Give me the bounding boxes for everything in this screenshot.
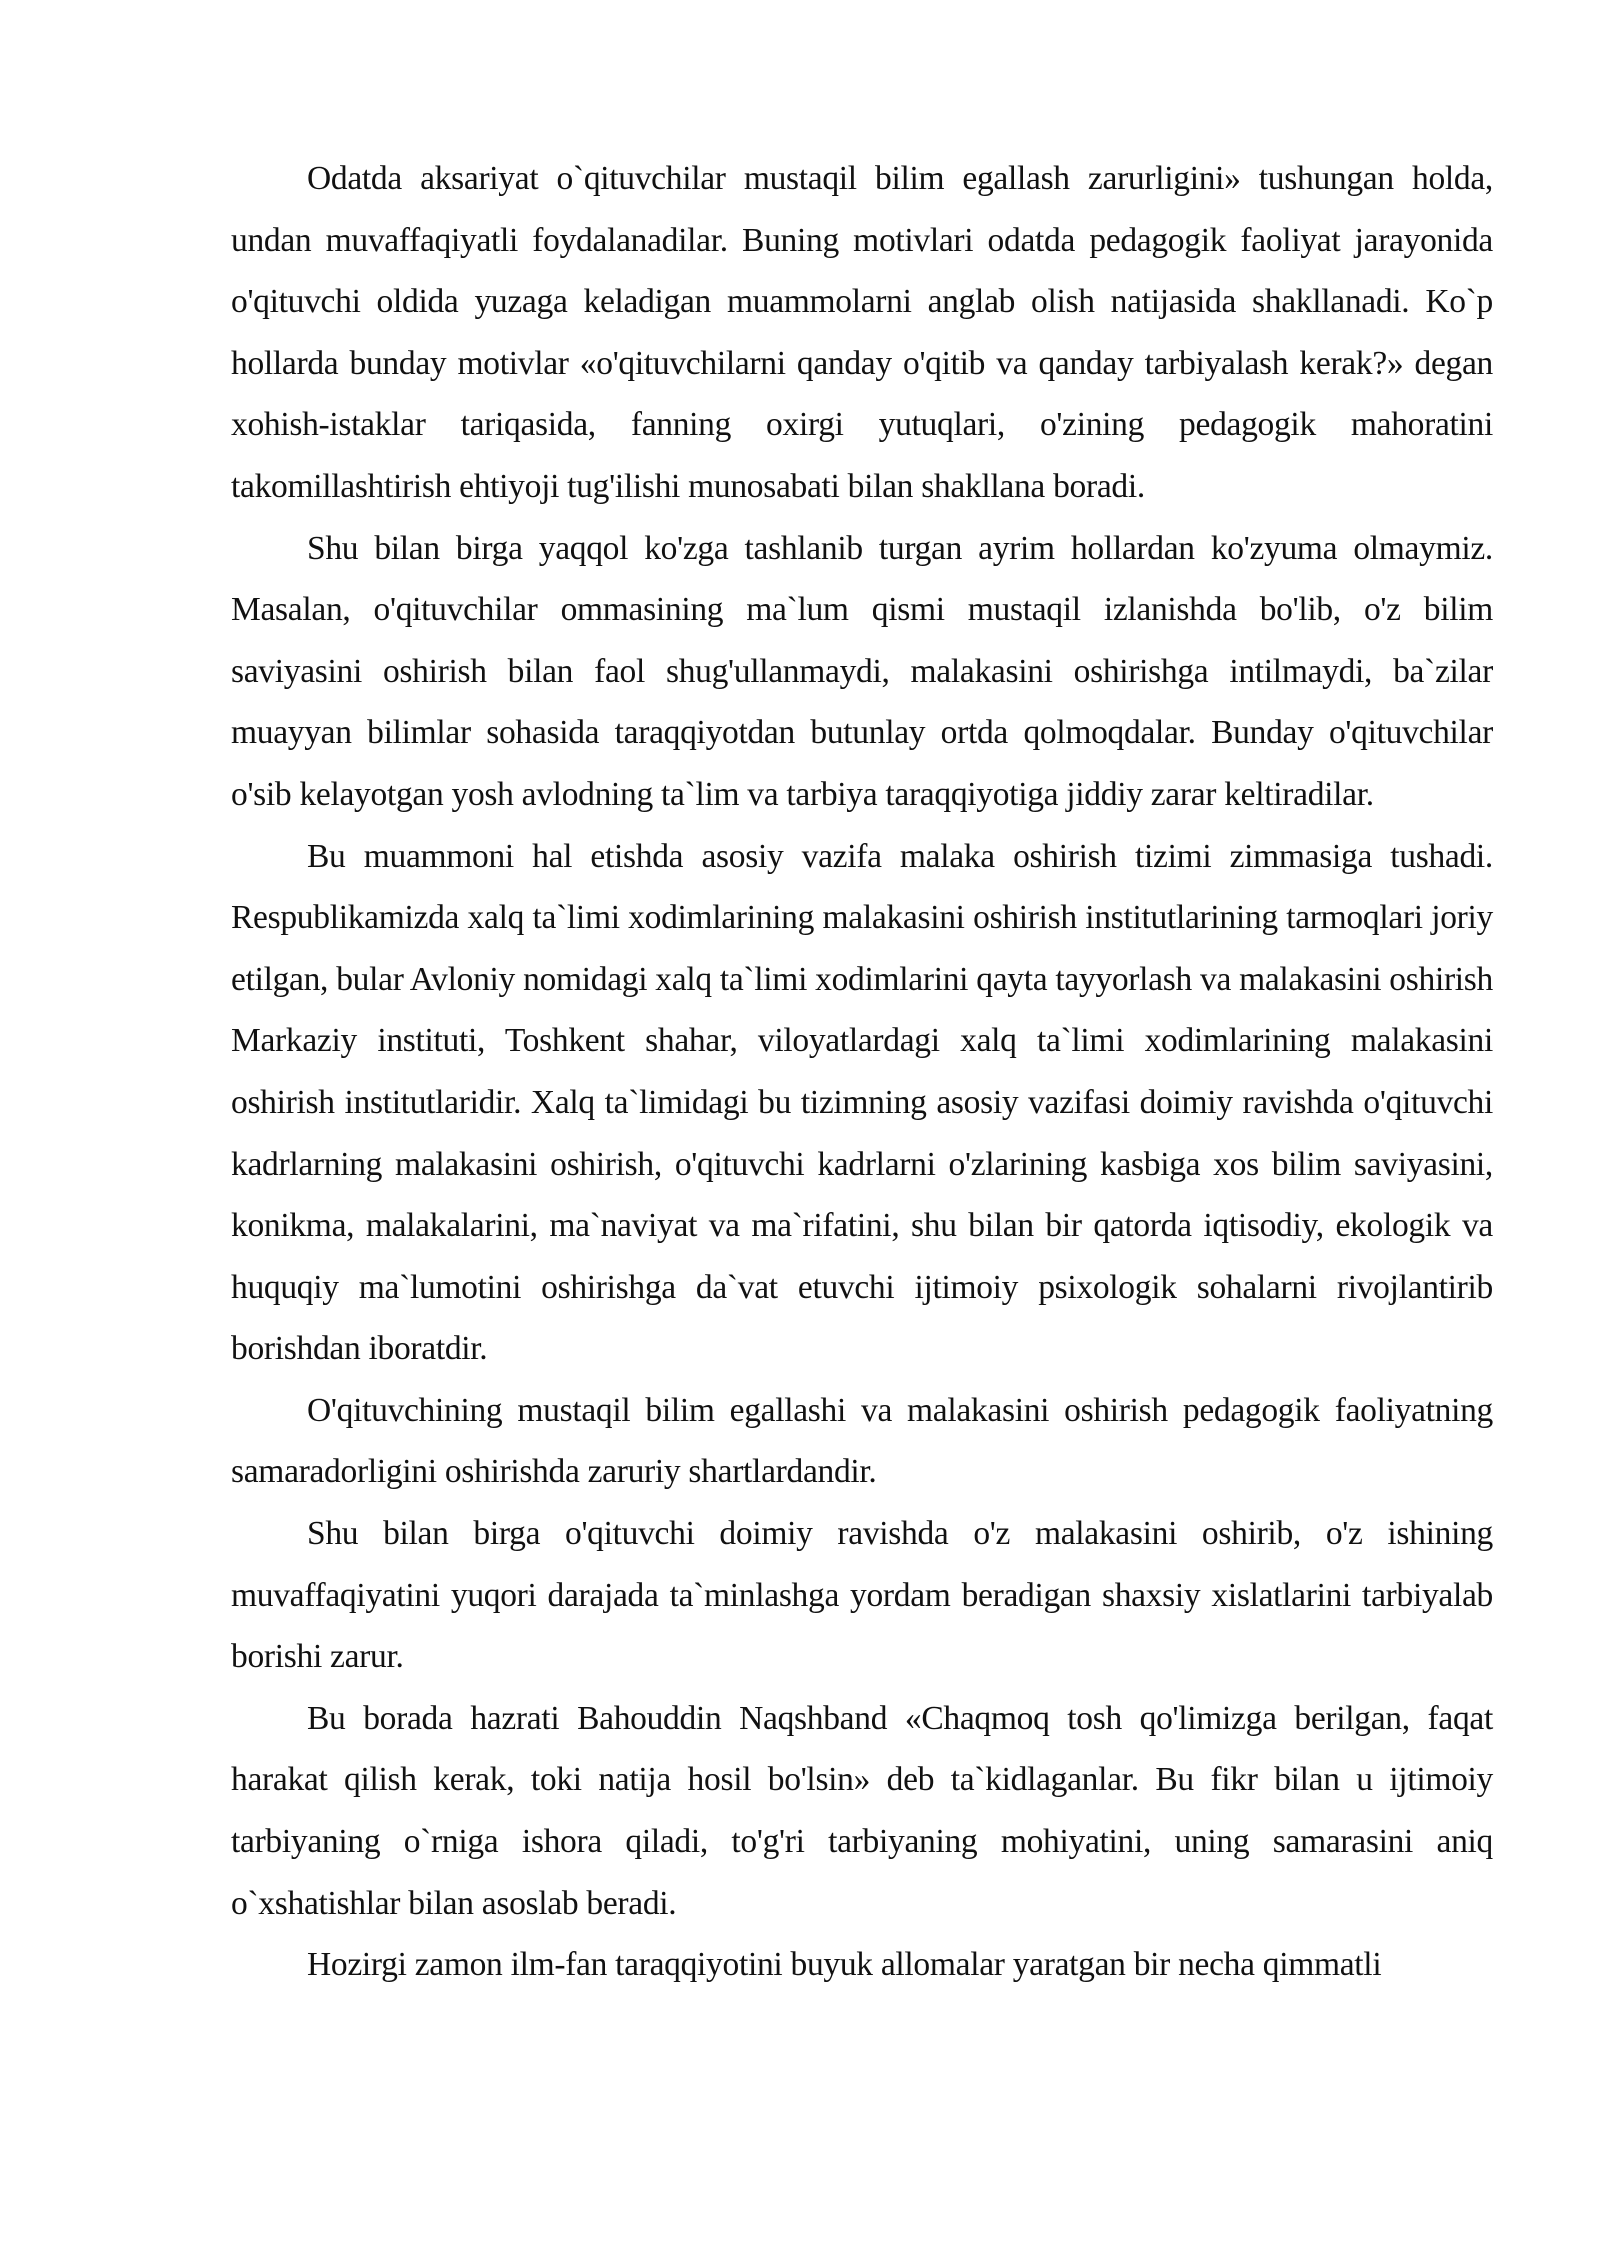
paragraph-6: Bu borada hazrati Bahouddin Naqshband «Chaqmoq tosh qo'limizga berilgan, faqat harakat qilish kerak, toki natija hosil bo'lsin» deb ta`kidlaganlar. Bu fikr bilan u ijtimoiy tarbiyaning o`rniga ishora qiladi, to'g'ri tarbiyaning mohiyatini, uning samarasini aniq o`xshatishlar bilan asoslab beradi.	[231, 1699, 1493, 1922]
paragraph-2: Shu bilan birga yaqqol ko'zga tashlanib turgan ayrim hollardan ko'zyuma olmaymiz. Masalan, o'qituvchilar ommasining ma`lum qismi mustaqil izlanishda bo'lib, o'z bilim saviyasini oshirish bilan faol shug'ullanmaydi, malakasini oshirishga intilmaydi, ba`zilar muayyan bilimlar sohasida taraqqiyotdan butunlay ortda qolmoqdalar. Bunday o'qituvchilar o'sib kelayotgan yosh avlodning ta`lim va tarbiya taraqqiyotiga jiddiy zarar keltiradilar.	[231, 529, 1493, 813]
paragraph-5: Shu bilan birga o'qituvchi doimiy ravishda o'z malakasini oshirib, o'z ishining muvaffaqiyatini yuqori darajada ta`minlashga yordam beradigan shaxsiy xislatlarini tarbiyalab borishi zarur.	[231, 1515, 1493, 1676]
paragraph-7: Hozirgi zamon ilm-fan taraqqiyotini buyuk allomalar yaratgan bir necha qimmatli	[307, 1946, 1382, 1984]
paragraph-1: Odatda aksariyat o`qituvchilar mustaqil bilim egallash zarurligini» tushungan holda, undan muvaffaqiyatli foydalanadilar. Buning motivlari odatda pedagogik faoliyat jarayonida o'qituvchi oldida yuzaga keladigan muammolarni anglab olish natijasida shakllanadi. Ko`p hollarda bunday motivlar «o'qituvchilarni qanday o'qitib va qanday tarbiyalash kerak?» degan xohish-istaklar tariqasida, fanning oxirgi yutuqlari, o'zining pedagogik mahoratini takomillashtirish ehtiyoji tug'ilishi munosabati bilan shakllana boradi.	[231, 160, 1493, 505]
paragraph-3: Bu muammoni hal etishda asosiy vazifa malaka oshirish tizimi zimmasiga tushadi. Respublikamizda xalq ta`limi xodimlarining malakasini oshirish institutlarining tarmoqlari joriy etilgan, bular Avloniy nomidagi xalq ta`limi xodimlarini qayta tayyorlash va malakasini oshirish Markaziy instituti, Toshkent shahar, viloyatlardagi xalq ta`limi xodimlarining malakasini oshirish institutlaridir. Xalq ta`limidagi bu tizimning asosiy vazifasi doimiy ravishda o'qituvchi kadrlarning malakasini oshirish, o'qituvchi kadrlarni o'zlarining kasbiga xos bilim saviyasini, konikma, malakalarini, ma`naviyat va ma`rifatini, shu bilan bir qatorda iqtisodiy, ekologik va huquqiy ma`lumotini oshirishga da`vat etuvchi ijtimoiy psixologik sohalarni rivojlantirib borishdan iboratdir.	[231, 837, 1493, 1368]
document-body	[231, 148, 1493, 1996]
paragraph-4: O'qituvchining mustaqil bilim egallashi va malakasini oshirish pedagogik faoliyatning samaradorligini oshirishda zaruriy shartlardandir.	[231, 1391, 1493, 1491]
